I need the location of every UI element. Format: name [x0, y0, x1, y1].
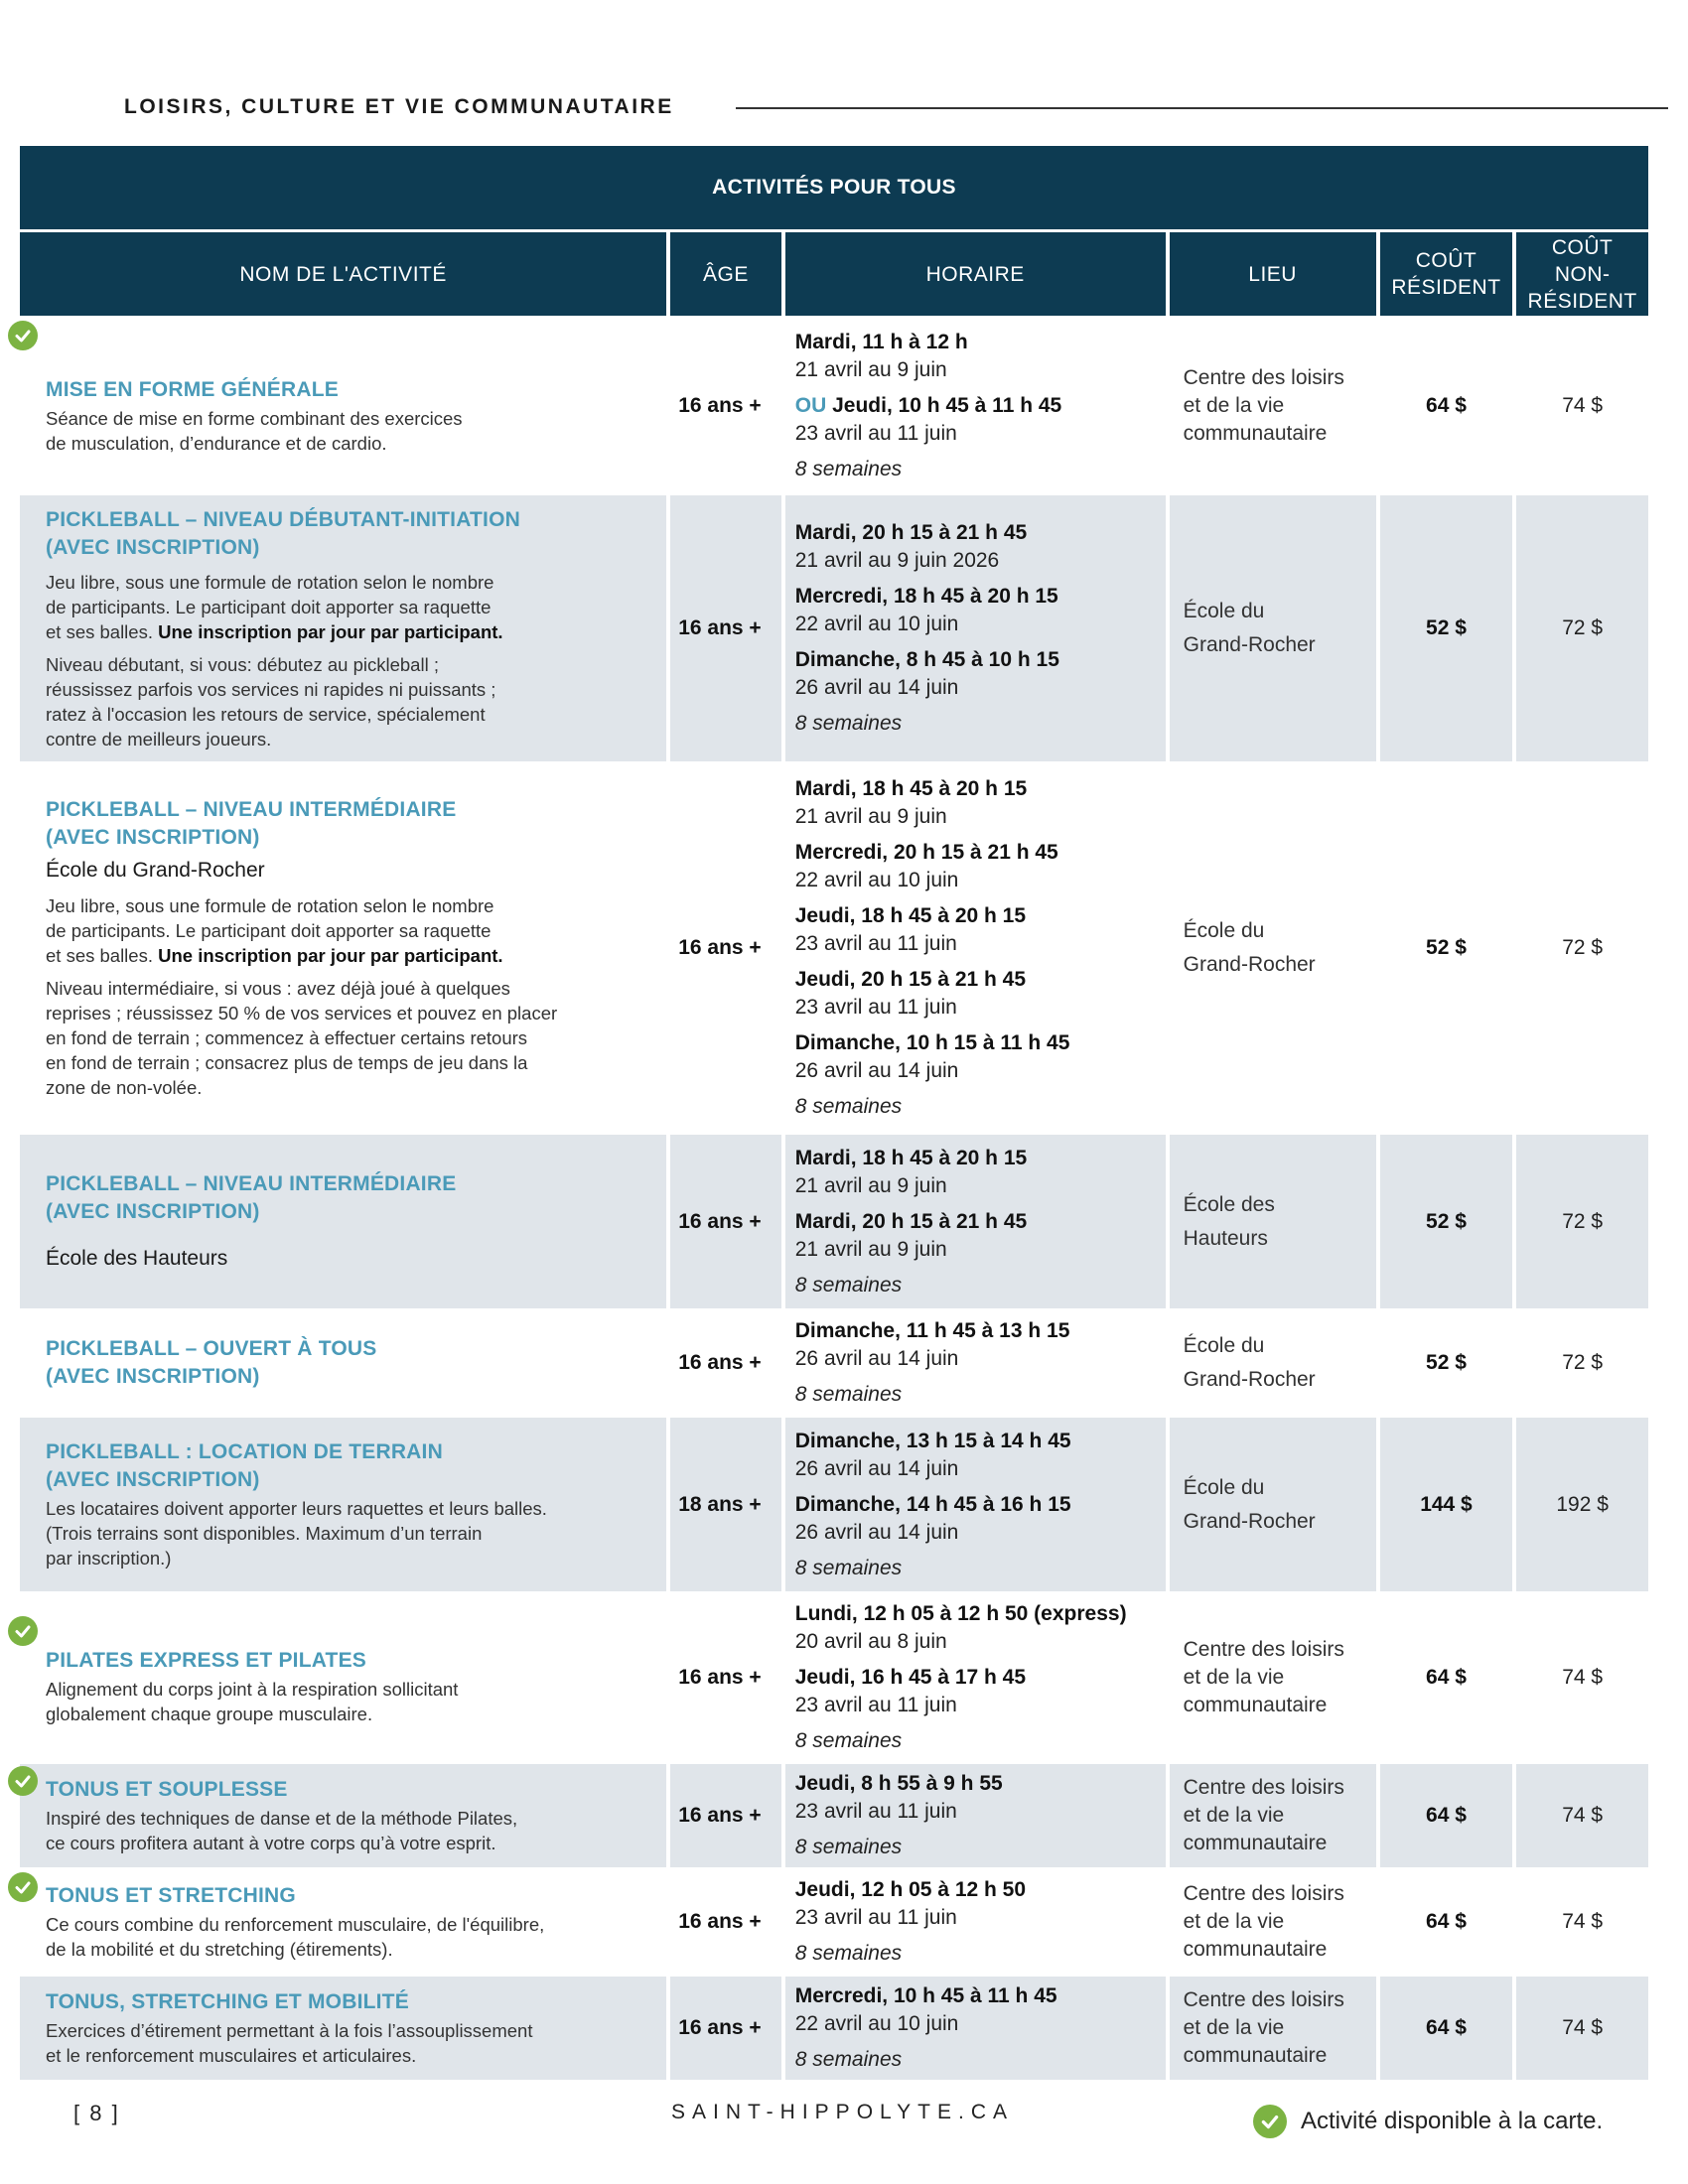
place-line: communautaire [1183, 2044, 1328, 2067]
activity-cell [20, 1135, 666, 1308]
page-header [124, 95, 1668, 125]
col-head-name: NOM DE L'ACTIVITÉ [20, 232, 666, 316]
level-description [46, 652, 656, 751]
activity-description [46, 1806, 656, 1855]
place-cell [1170, 1764, 1376, 1867]
slot-dates: 22 avril au 10 juin [794, 613, 959, 635]
description-line: en fond de terrain ; consacrez plus de temps de jeu dans la [46, 1052, 528, 1073]
schedule-cell [785, 495, 1166, 761]
page-number: [ 8 ] [73, 2101, 120, 2125]
place-line: et de la vie [1183, 393, 1285, 417]
cost-resident: 64 $ [1380, 1977, 1513, 2080]
weeks-count: 8 semaines [794, 1836, 903, 1858]
schedule-cell [785, 319, 1166, 492]
place-line: École du [1183, 600, 1265, 622]
place-line: Grand-Rocher [1183, 1368, 1316, 1391]
website-link[interactable]: SAINT-HIPPOLYTE.CA [671, 2101, 1014, 2123]
description-line: de participants. Le participant doit apporter sa raquette [46, 596, 492, 617]
description-text: : avez déjà joué à quelques [281, 978, 510, 999]
place-line: École du [1183, 1475, 1265, 1499]
schedule-slot [795, 1600, 1158, 1656]
place-line: École des [1183, 1192, 1275, 1216]
cost-resident: 52 $ [1380, 1135, 1513, 1308]
slot-time: Dimanche, 11 h 45 à 13 h 15 [794, 1319, 1070, 1342]
slot-time: Mercredi, 10 h 45 à 11 h 45 [794, 1984, 1057, 2007]
place-cell [1170, 319, 1376, 492]
activity-description [46, 2018, 656, 2068]
schedule-slot [795, 1029, 1158, 1085]
table-row [20, 495, 1648, 761]
check-circle-icon [8, 321, 38, 350]
col-head-cost-nonresident [1516, 232, 1648, 316]
slot-time: Lundi, 12 h 05 à 12 h 50 (express) [794, 1602, 1127, 1625]
check-circle-icon [1253, 2105, 1287, 2138]
check-circle-icon [8, 1872, 38, 1902]
description-line: ce cours profitera autant à votre corps qu’à votre esprit. [46, 1833, 496, 1853]
slot-dates: 21 avril au 9 juin [794, 357, 947, 381]
cost-nonresident: 72 $ [1562, 936, 1604, 959]
cost-nonresident: 72 $ [1516, 495, 1648, 761]
slot-time: Mardi, 18 h 45 à 20 h 15 [794, 777, 1028, 800]
schedule-slot [795, 1876, 1158, 1932]
schedule-slot [795, 646, 1158, 702]
slot-dates: 23 avril au 11 juin [794, 1906, 957, 1929]
legend-text: Activité disponible à la carte. [1301, 2108, 1604, 2134]
activity-description [46, 1496, 656, 1570]
schedule-slot [795, 1664, 1158, 1719]
activity-cell [20, 1764, 666, 1867]
slot-dates: 22 avril au 10 juin [794, 2012, 959, 2035]
activity-description [46, 570, 656, 644]
schedule-cell [785, 764, 1166, 1132]
place-line: Centre des loisirs [1183, 1638, 1344, 1661]
slot-dates: 26 avril au 14 juin [794, 676, 959, 699]
place-line: Centre des loisirs [1183, 1988, 1344, 2011]
activity-cell [20, 1870, 666, 1974]
slot-time: Jeudi, 18 h 45 à 20 h 15 [794, 904, 1027, 927]
header-rule [736, 107, 1668, 109]
activity-cell [20, 1977, 666, 2080]
weeks-count: 8 semaines [794, 1273, 903, 1297]
schedule-slot [795, 392, 1158, 448]
place-cell [1170, 495, 1376, 761]
schedule-slot [795, 902, 1158, 958]
activity-description [46, 1677, 656, 1726]
description-line: zone de non-volée. [46, 1077, 203, 1098]
cost-nonresident: 74 $ [1562, 393, 1604, 417]
schedule-slot [795, 839, 1158, 894]
weeks-count: 8 semaines [794, 1095, 903, 1118]
place-cell [1170, 1311, 1376, 1415]
slot-time: Dimanche, 8 h 45 à 10 h 15 [794, 648, 1059, 671]
activity-name: MISE EN FORME GÉNÉRALE [46, 377, 339, 401]
place-line: et de la vie [1183, 2016, 1285, 2039]
schedule-slot [795, 966, 1158, 1022]
activity-venue: École du Grand-Rocher [46, 859, 265, 882]
activity-description [46, 893, 656, 968]
age-cell: 16 ans + [678, 1351, 762, 1374]
place-line: École du [1183, 919, 1265, 942]
col-head-cost-resident [1380, 232, 1513, 316]
place-line: et de la vie [1183, 1804, 1285, 1827]
description-line: réussissez parfois vos services ni rapides ni puissants ; [46, 678, 496, 700]
activity-description [46, 1912, 656, 1962]
slot-dates: 23 avril au 11 juin [794, 932, 957, 955]
place-line: Grand-Rocher [1183, 1509, 1316, 1533]
activity-name: TONUS ET STRETCHING [46, 1884, 296, 1907]
cost-nonresident: 74 $ [1516, 1764, 1648, 1867]
age-cell: 16 ans + [678, 936, 762, 959]
slot-dates: 23 avril au 11 juin [794, 421, 957, 445]
schedule-cell [785, 1870, 1166, 1974]
age-cell: 16 ans + [670, 1764, 781, 1867]
table-row [20, 1311, 1648, 1415]
activity-name: TONUS ET SOUPLESSE [46, 1778, 288, 1801]
slot-time: Dimanche, 13 h 15 à 14 h 45 [794, 1429, 1071, 1452]
cost-nonresident: 74 $ [1562, 1666, 1604, 1689]
description-line [46, 619, 656, 644]
description-line: Les locataires doivent apporter leurs raquettes et leurs balles. [46, 1498, 547, 1519]
level-label: Niveau intermédiaire, si vous [46, 978, 282, 999]
place-line: Centre des loisirs [1183, 1776, 1344, 1799]
description-line [46, 976, 656, 1001]
col-head-age: ÂGE [670, 232, 781, 316]
schedule-cell [785, 1418, 1166, 1591]
schedule-slot [795, 1770, 1158, 1826]
activity-name [46, 1438, 656, 1494]
cost-resident: 64 $ [1426, 393, 1467, 417]
description-line: Exercices d’étirement permettant à la fois l’assouplissement [46, 2020, 533, 2041]
col-head-cost-resident-line1: COÛT [1415, 249, 1477, 272]
activity-venue: École des Hauteurs [46, 1246, 228, 1270]
schedule-slot [795, 1491, 1158, 1547]
description-line: en fond de terrain ; commencez à effectuer certains retours [46, 1027, 528, 1048]
activity-cell [20, 495, 666, 761]
activity-name-line: (AVEC INSCRIPTION) [46, 826, 260, 849]
place-cell [1170, 1418, 1376, 1591]
cost-resident: 64 $ [1380, 1764, 1513, 1867]
description-line: Ce cours combine du renforcement musculaire, de l'équilibre, [46, 1914, 545, 1935]
slot-dates: 23 avril au 11 juin [794, 1800, 957, 1823]
place-line: communautaire [1183, 421, 1328, 445]
activities-table [16, 143, 1652, 2083]
slot-dates: 26 avril au 14 juin [794, 1347, 959, 1370]
description-line: par inscription.) [46, 1548, 172, 1569]
weeks-count: 8 semaines [794, 457, 903, 480]
place-line: communautaire [1183, 1694, 1328, 1716]
cost-nonresident: 72 $ [1516, 1135, 1648, 1308]
slot-dates: 21 avril au 9 juin [794, 1173, 947, 1197]
place-cell [1170, 764, 1376, 1132]
description-text: : débutez au pickleball ; [246, 653, 439, 675]
slot-dates: 21 avril au 9 juin 2026 [794, 549, 1000, 572]
place-line: Centre des loisirs [1183, 365, 1344, 389]
col-head-cost-resident-line2: RÉSIDENT [1391, 276, 1501, 299]
schedule-slot [795, 1208, 1158, 1264]
table-row [20, 1870, 1648, 1974]
table-title: ACTIVITÉS POUR TOUS [20, 146, 1648, 229]
description-emphasis: Une inscription par jour par participant. [158, 945, 503, 966]
weeks-count: 8 semaines [794, 1729, 903, 1752]
place-line: et de la vie [1183, 1910, 1285, 1933]
col-head-cost-nonresident-line3: RÉSIDENT [1527, 289, 1637, 313]
activity-name [46, 1170, 656, 1226]
slot-time: Mardi, 20 h 15 à 21 h 45 [794, 1209, 1028, 1233]
place-cell [1170, 1977, 1376, 2080]
weeks-count: 8 semaines [794, 1383, 903, 1406]
age-cell: 16 ans + [670, 1977, 781, 2080]
age-cell: 18 ans + [670, 1418, 781, 1591]
description-line: Alignement du corps joint à la respiration sollicitant [46, 1679, 459, 1700]
level-label: Niveau débutant, si vous [46, 653, 247, 675]
schedule-slot [795, 583, 1158, 638]
description-text: et ses balles. [46, 945, 153, 966]
schedule-slot [795, 1982, 1158, 2038]
activity-name-line: PICKLEBALL – OUVERT À TOUS [46, 1337, 377, 1360]
activity-name-line: PICKLEBALL – NIVEAU INTERMÉDIAIRE [46, 798, 457, 821]
activity-cell [20, 764, 666, 1132]
slot-time: Jeudi, 12 h 05 à 12 h 50 [794, 1878, 1027, 1901]
age-cell: 16 ans + [670, 495, 781, 761]
schedule-slot [795, 1145, 1158, 1200]
place-line: communautaire [1183, 1832, 1328, 1854]
cost-nonresident: 74 $ [1516, 1977, 1648, 2080]
description-line: Inspiré des techniques de danse et de la méthode Pilates, [46, 1808, 518, 1829]
age-cell: 16 ans + [678, 1910, 762, 1933]
slot-time: Jeudi, 16 h 45 à 17 h 45 [794, 1666, 1027, 1689]
level-description [46, 976, 656, 1100]
slot-time: Jeudi, 20 h 15 à 21 h 45 [794, 968, 1027, 991]
activity-name: TONUS, STRETCHING ET MOBILITÉ [46, 1990, 409, 2013]
schedule-slot [795, 1428, 1158, 1483]
check-circle-icon [8, 1766, 38, 1796]
activity-name [46, 506, 656, 562]
schedule-cell [785, 1977, 1166, 2080]
weeks-count: 8 semaines [794, 1942, 903, 1965]
slot-dates: 26 avril au 14 juin [794, 1059, 959, 1082]
slot-time-text: Jeudi, 10 h 45 à 11 h 45 [832, 393, 1062, 417]
slot-dates: 26 avril au 14 juin [794, 1456, 959, 1480]
weeks-count: 8 semaines [794, 2048, 903, 2071]
schedule-slot [795, 519, 1158, 575]
activity-cell [20, 1594, 666, 1761]
or-label: OU [794, 393, 827, 417]
activity-name-line: (AVEC INSCRIPTION) [46, 1365, 260, 1388]
slot-time: Dimanche, 10 h 15 à 11 h 45 [794, 1031, 1070, 1054]
activity-description [46, 406, 656, 456]
age-cell: 16 ans + [678, 1666, 762, 1689]
cost-resident: 52 $ [1426, 1351, 1467, 1374]
description-line [46, 943, 656, 968]
weeks-count: 8 semaines [794, 712, 903, 735]
description-line: reprises ; réussissez 50 % de vos services et pouvez en placer [46, 1003, 558, 1024]
description-line: de la mobilité et du stretching (étirements). [46, 1939, 393, 1960]
table-row [20, 319, 1648, 492]
slot-time [795, 392, 1158, 420]
col-head-cost-nonresident-line2: NON- [1554, 262, 1611, 286]
cost-nonresident: 192 $ [1516, 1418, 1648, 1591]
description-emphasis: Une inscription par jour par participant. [158, 620, 503, 642]
slot-dates: 23 avril au 11 juin [794, 996, 957, 1019]
description-line: contre de meilleurs joueurs. [46, 728, 272, 750]
activity-cell [20, 319, 666, 492]
description-line: de participants. Le participant doit apporter sa raquette [46, 920, 492, 941]
activity-name [46, 1335, 656, 1391]
activity-name-line: PICKLEBALL : LOCATION DE TERRAIN [46, 1440, 443, 1463]
activity-name: PILATES EXPRESS ET PILATES [46, 1649, 366, 1672]
col-head-cost-nonresident-line1: COÛT [1551, 235, 1614, 259]
description-line: Jeu libre, sous une formule de rotation selon le nombre [46, 571, 494, 593]
place-cell [1170, 1594, 1376, 1761]
activity-name [46, 796, 656, 852]
description-line: et le renforcement musculaires et articulaires. [46, 2045, 417, 2066]
cost-resident: 52 $ [1380, 495, 1513, 761]
description-line: Séance de mise en forme combinant des exercices [46, 407, 463, 429]
cost-resident: 64 $ [1426, 1666, 1467, 1689]
place-line: Grand-Rocher [1183, 633, 1316, 656]
schedule-cell [785, 1764, 1166, 1867]
place-line: communautaire [1183, 1938, 1328, 1961]
age-cell: 16 ans + [678, 393, 762, 417]
slot-dates: 26 avril au 14 juin [794, 1520, 959, 1544]
cost-nonresident: 74 $ [1562, 1910, 1604, 1933]
slot-time: Mardi, 20 h 15 à 21 h 45 [794, 521, 1028, 544]
slot-time: Dimanche, 14 h 45 à 16 h 15 [794, 1492, 1071, 1516]
cost-nonresident: 72 $ [1562, 1351, 1604, 1374]
cost-resident: 64 $ [1426, 1910, 1467, 1933]
col-head-place: LIEU [1170, 232, 1376, 316]
slot-dates: 20 avril au 8 juin [794, 1630, 947, 1653]
slot-time: Jeudi, 8 h 55 à 9 h 55 [794, 1772, 1003, 1795]
activity-name-line: (AVEC INSCRIPTION) [46, 1199, 260, 1223]
schedule-cell [785, 1135, 1166, 1308]
description-text: et ses balles. [46, 620, 153, 642]
cost-resident: 144 $ [1380, 1418, 1513, 1591]
slot-time: Mardi, 11 h à 12 h [794, 330, 968, 353]
age-cell: 16 ans + [670, 1135, 781, 1308]
slot-dates: 23 avril au 11 juin [794, 1694, 957, 1716]
description-line: de musculation, d’endurance et de cardio. [46, 432, 387, 454]
schedule-cell [785, 1594, 1166, 1761]
section-title: LOISIRS, CULTURE ET VIE COMMUNAUTAIRE [124, 95, 674, 118]
place-cell [1170, 1870, 1376, 1974]
check-circle-icon [8, 1616, 38, 1646]
table-row [20, 1764, 1648, 1867]
slot-dates: 21 avril au 9 juin [794, 805, 947, 828]
description-line: Jeu libre, sous une formule de rotation selon le nombre [46, 895, 494, 916]
place-cell [1170, 1135, 1376, 1308]
table-row [20, 1418, 1648, 1591]
place-line: Centre des loisirs [1183, 1882, 1344, 1905]
cost-resident: 52 $ [1426, 936, 1467, 959]
schedule-cell [785, 1311, 1166, 1415]
table-row [20, 1135, 1648, 1308]
place-line: Grand-Rocher [1183, 953, 1316, 976]
col-head-schedule: HORAIRE [785, 232, 1166, 316]
legend [1253, 2105, 1603, 2138]
slot-time: Mercredi, 18 h 45 à 20 h 15 [794, 585, 1058, 608]
activity-name-line: (AVEC INSCRIPTION) [46, 1468, 260, 1491]
slot-dates: 21 avril au 9 juin [794, 1237, 947, 1261]
table-row [20, 1977, 1648, 2080]
schedule-slot [795, 329, 1158, 384]
schedule-slot [795, 775, 1158, 831]
activity-name-line: (AVEC INSCRIPTION) [46, 535, 260, 559]
place-line: et de la vie [1183, 1666, 1285, 1689]
slot-time: Mardi, 18 h 45 à 20 h 15 [794, 1146, 1028, 1169]
activity-cell [20, 1311, 666, 1415]
description-line: ratez à l'occasion les retours de service, spécialement [46, 703, 486, 725]
table-row [20, 1594, 1648, 1761]
description-line: (Trois terrains sont disponibles. Maximum d’un terrain [46, 1523, 483, 1544]
description-line [46, 652, 656, 677]
place-line: École du [1183, 1334, 1265, 1357]
schedule-slot [795, 1317, 1158, 1373]
activity-name-line: PICKLEBALL – NIVEAU DÉBUTANT-INITIATION [46, 507, 520, 531]
activity-name-line: PICKLEBALL – NIVEAU INTERMÉDIAIRE [46, 1171, 457, 1195]
activity-cell [20, 1418, 666, 1591]
table-row [20, 764, 1648, 1132]
description-line: globalement chaque groupe musculaire. [46, 1704, 373, 1724]
weeks-count: 8 semaines [794, 1556, 903, 1579]
place-line: Hauteurs [1183, 1226, 1268, 1250]
slot-dates: 22 avril au 10 juin [794, 869, 959, 891]
slot-time: Mercredi, 20 h 15 à 21 h 45 [794, 841, 1058, 864]
